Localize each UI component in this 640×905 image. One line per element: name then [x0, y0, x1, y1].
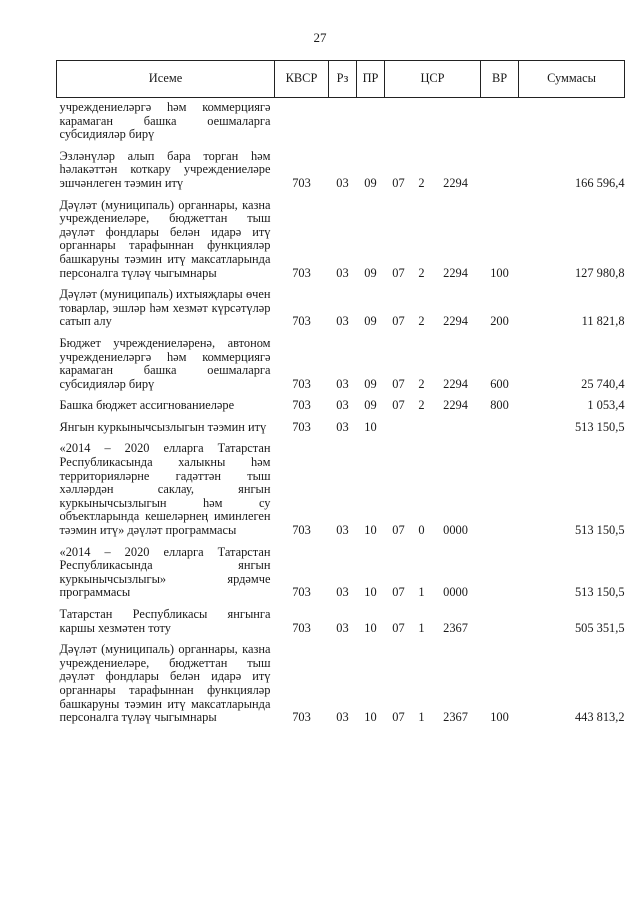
cell-sum: 127 980,8: [574, 265, 625, 280]
cell-kvsr: 703: [292, 620, 311, 635]
cell-csr-subprogram: 2: [418, 314, 425, 329]
cell-vr: [481, 98, 519, 147]
cell-csr-subprogram: 1: [418, 710, 425, 725]
cell-name: Янгын куркынычсызлыгын тәэмин итү: [59, 419, 267, 434]
cell-pr: 09: [364, 398, 377, 413]
table-header: [57, 61, 625, 98]
cell-name: Эзләнүләр алып бара торган һәм һәлакәттән коткару учреждениеләре эшчәнлеген тәэмин итү: [59, 148, 271, 190]
cell-csr-direction: 0000: [443, 523, 468, 538]
table-row: [57, 418, 625, 440]
cell-sum: 513 150,5: [574, 585, 625, 600]
cell-csr-program: 07: [392, 376, 405, 391]
cell-sum: 443 813,2: [574, 710, 625, 725]
cell-pr: 09: [364, 175, 377, 190]
table-row: [57, 334, 625, 396]
cell-pr: [357, 98, 385, 147]
cell-pr: 09: [364, 265, 377, 280]
cell-csr-subprogram: [413, 418, 431, 440]
cell-csr-subprogram: 2: [418, 376, 425, 391]
cell-kvsr: [275, 98, 329, 147]
cell-pr: 10: [364, 585, 377, 600]
cell-rz: 03: [336, 523, 349, 538]
page-number: 27: [313, 30, 327, 45]
cell-pr: 10: [364, 419, 377, 434]
cell-sum: [519, 98, 625, 147]
cell-name: «2014 – 2020 елларга Татарстан Республикасында янгын куркынычсызлыгы» ярдәмче программасы: [59, 544, 271, 600]
cell-pr: 10: [364, 710, 377, 725]
cell-csr-program: 07: [392, 710, 405, 725]
cell-name: Дәүләт (муниципаль) ихтыяҗлары өчен товарлар, эшләр һәм хезмәт күрсәтүләр сатып алу: [59, 287, 271, 329]
cell-csr-program: 07: [392, 314, 405, 329]
cell-kvsr: 703: [292, 710, 311, 725]
header-vr: ВР: [481, 61, 519, 98]
cell-csr-program: [385, 98, 413, 147]
cell-csr-subprogram: [413, 98, 431, 147]
cell-vr: 100: [490, 710, 509, 725]
cell-csr-subprogram: 2: [418, 265, 425, 280]
cell-csr-program: 07: [392, 175, 405, 190]
cell-sum: 513 150,5: [574, 419, 625, 434]
cell-kvsr: 703: [292, 398, 311, 413]
cell-csr-program: 07: [392, 523, 405, 538]
cell-vr: 100: [490, 265, 509, 280]
cell-name: «2014 – 2020 елларга Татарстан Республикасында халыкны һәм территорияләрне гадәттән тыш хәлләрдән саклау, янгын куркынычсызлыгын һәм су объектларында кешеләрнең иминлеген тәэмин итү» дәүләт программасы: [59, 441, 271, 538]
cell-vr: [481, 147, 519, 196]
cell-vr: 600: [490, 376, 509, 391]
cell-csr-direction: 2367: [443, 620, 468, 635]
cell-rz: 03: [336, 398, 349, 413]
header-pr: ПР: [357, 61, 385, 98]
cell-vr: [481, 605, 519, 640]
cell-pr: 10: [364, 523, 377, 538]
cell-csr-subprogram: 1: [418, 585, 425, 600]
header-rz: Рз: [329, 61, 357, 98]
cell-csr-direction: 0000: [443, 585, 468, 600]
cell-name: Дәүләт (муниципаль) органнары, казна учреждениеләре, бюджеттан тыш дәүләт фондлары белән идарә итү органнары тарафыннан функцияләр башкаруны тәэмин итү максатларында персоналга түләү чыгымнары: [59, 197, 271, 280]
cell-rz: [329, 98, 357, 147]
cell-csr-direction: 2294: [443, 265, 468, 280]
cell-kvsr: 703: [292, 585, 311, 600]
cell-sum: 505 351,5: [574, 620, 625, 635]
cell-rz: 03: [336, 376, 349, 391]
cell-name: Татарстан Республикасы янгынга каршы хезмәтен тоту: [59, 607, 271, 635]
cell-rz: 03: [336, 710, 349, 725]
cell-csr-program: 07: [392, 585, 405, 600]
cell-sum: 25 740,4: [581, 376, 625, 391]
cell-csr-subprogram: 1: [418, 620, 425, 635]
table-row: [57, 147, 625, 196]
cell-sum: 1 053,4: [587, 398, 625, 413]
cell-csr-subprogram: 0: [418, 523, 425, 538]
cell-kvsr: 703: [292, 314, 311, 329]
table-row: [57, 196, 625, 286]
cell-kvsr: 703: [292, 376, 311, 391]
table-row: [57, 640, 625, 730]
cell-name: Башка бюджет ассигнованиеләре: [59, 398, 235, 413]
cell-csr-program: 07: [392, 398, 405, 413]
cell-name: Бюджет учреждениеләренә, автоном учреждениеләргә һәм коммерциягә карамаган башка оешмаларга субсидияләр бирү: [59, 335, 271, 391]
table-row: [57, 543, 625, 605]
table-row: [57, 396, 625, 418]
cell-name: учреждениеләргә һәм коммерциягә карамаган башка оешмаларга субсидияләр бирү: [59, 100, 271, 142]
cell-csr-direction: 2294: [443, 376, 468, 391]
cell-pr: 09: [364, 376, 377, 391]
cell-rz: 03: [336, 265, 349, 280]
cell-kvsr: 703: [292, 523, 311, 538]
table-row: [57, 605, 625, 640]
cell-rz: 03: [336, 419, 349, 434]
cell-sum: 166 596,4: [574, 175, 625, 190]
cell-csr-direction: 2294: [443, 175, 468, 190]
table-row: [57, 98, 625, 147]
cell-kvsr: 703: [292, 265, 311, 280]
cell-csr-direction: 2367: [443, 710, 468, 725]
cell-pr: 09: [364, 314, 377, 329]
cell-vr: 200: [490, 314, 509, 329]
header-sum: Суммасы: [519, 61, 625, 98]
table-body: [57, 98, 625, 730]
table-row: [57, 285, 625, 334]
budget-table: [56, 60, 625, 730]
cell-kvsr: 703: [292, 175, 311, 190]
header-name: Исеме: [57, 61, 275, 98]
cell-csr-direction: 2294: [443, 398, 468, 413]
cell-vr: [481, 418, 519, 440]
cell-csr-direction: [431, 98, 481, 147]
cell-rz: 03: [336, 175, 349, 190]
cell-csr-subprogram: 2: [418, 398, 425, 413]
cell-csr-program: 07: [392, 265, 405, 280]
cell-vr: [481, 543, 519, 605]
cell-vr: [481, 439, 519, 542]
cell-sum: 513 150,5: [574, 523, 625, 538]
cell-rz: 03: [336, 585, 349, 600]
header-kvsr: КВСР: [275, 61, 329, 98]
cell-csr-direction: [431, 418, 481, 440]
cell-rz: 03: [336, 620, 349, 635]
cell-csr-program: 07: [392, 620, 405, 635]
header-csr: ЦСР: [385, 61, 481, 98]
cell-kvsr: 703: [292, 419, 311, 434]
cell-vr: 800: [490, 398, 509, 413]
cell-csr-direction: 2294: [443, 314, 468, 329]
cell-csr-subprogram: 2: [418, 175, 425, 190]
cell-pr: 10: [364, 620, 377, 635]
table-row: [57, 439, 625, 542]
cell-name: Дәүләт (муниципаль) органнары, казна учреждениеләре, бюджеттан тыш дәүләт фондлары белән идарә итү органнары тарафыннан функцияләр башкаруны тәэмин итү максатларында персоналга түләү чыгымнары: [59, 642, 271, 725]
cell-sum: 11 821,8: [581, 314, 625, 329]
cell-csr-program: [385, 418, 413, 440]
cell-rz: 03: [336, 314, 349, 329]
